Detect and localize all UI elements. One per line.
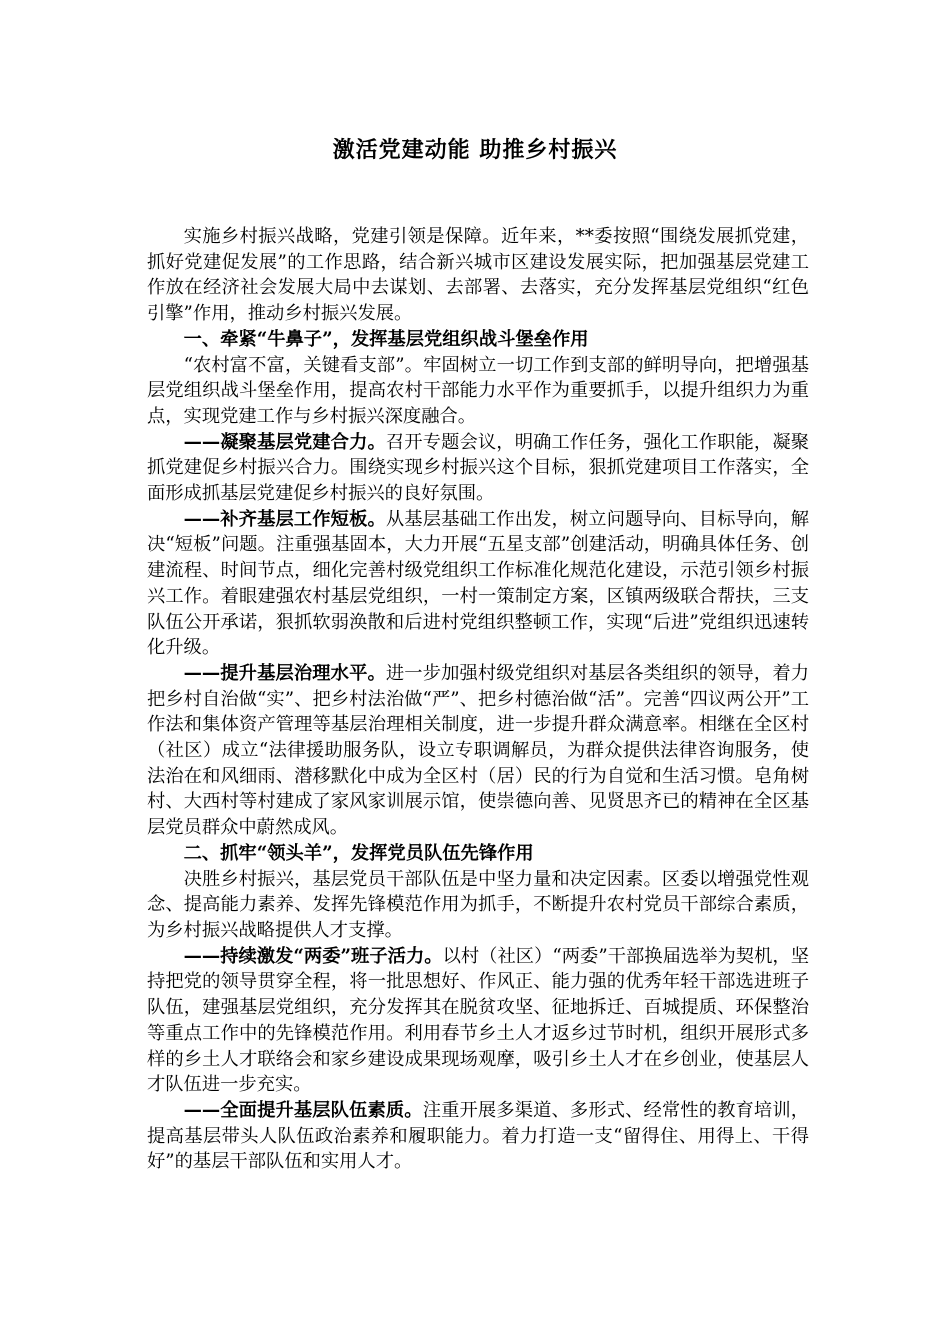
paragraph-text: 以村（社区）“两委”干部换届选举为契机，坚持把党的领导贯穿全程，将一批思想好、作风正、能力强的优秀年轻干部选进班子队伍，建强基层党组织，充分发挥其在脱贫攻坚、征地拆迁、百城提质、环保整治等重点工作中的先锋模范作用。利用春节乡土人才返乡过节时机，组织开展形式多样的乡土人才联络会和家乡建设成果现场观摩，吸引乡土人才在乡创业，使基层人才队伍进一步充实。 [147, 945, 809, 1096]
paragraph-lead: ——持续激发“两委”班子活力。 [183, 945, 443, 967]
paragraph-text: 实施乡村振兴战略，党建引领是保障。近年来，**委按照“围绕发展抓党建，抓好党建促发展”的工作思路，结合新兴城市区建设发展实际，把加强基层党建工作放在经济社会发展大局中去谋划、去部署、去落实，充分发挥基层党组织“红色引擎”作用，推动乡村振兴发展。 [147, 226, 809, 325]
section-heading-text: 一、牵紧“牛鼻子”，发挥基层党组织战斗堡垒作用 [183, 328, 589, 350]
paragraph-text: 召开专题会议，明确工作任务，强化工作职能，凝聚抓党建促乡村振兴合力。围绕实现乡村振兴这个目标，狠抓党建项目工作落实，全面形成抓基层党建促乡村振兴的良好氛围。 [147, 431, 810, 505]
paragraph [147, 661, 809, 841]
paragraph-text: 进一步加强村级党组织对基层各类组织的领导，着力把乡村自治做“实”、把乡村法治做“严”、把乡村德治做“活”。完善“四议两公开”工作法和集体资产管理等基层治理相关制度，进一步提升群众满意率。相继在全区村（社区）成立“法律援助服务队，设立专职调解员，为群众提供法律咨询服务，使法治在和风细雨、潜移默化中成为全区村（居）民的行为自觉和生活习惯。皂角树村、大西村等村建成了家风家训展示馆，使崇德向善、见贤思齐已的精神在全区基层党员群众中蔚然成风。 [147, 662, 810, 839]
paragraph [147, 430, 809, 507]
paragraph-text: 从基层基础工作出发，树立问题导向、目标导向，解决“短板”问题。注重强基固本，大力开展“五星支部”创建活动，明确具体任务、创建流程、时间节点，细化完善村级党组织工作标准化规范化建设，示范引领乡村振兴工作。着眼建强农村基层党组织，一村一策制定方案，区镇两级联合帮扶，三支队伍公开承诺，狠抓软弱涣散和后进村党组织整顿工作，实现“后进”党组织迅速转化升级。 [147, 508, 810, 659]
paragraph-lead: ——提升基层治理水平。 [183, 662, 386, 684]
paragraph [147, 353, 809, 430]
paragraph [147, 944, 809, 1098]
document-title: 激活党建动能 助推乡村振兴 [332, 138, 618, 163]
section-heading [147, 841, 809, 867]
intro-paragraph [147, 224, 809, 327]
paragraph [147, 507, 809, 661]
paragraph-lead: ——补齐基层工作短板。 [183, 508, 386, 530]
paragraph [147, 867, 809, 944]
paragraph-lead: ——凝聚基层党建合力。 [183, 431, 386, 453]
document-body [147, 224, 809, 1175]
paragraph-lead: ——全面提升基层队伍素质。 [183, 1099, 423, 1121]
paragraph-text: 决胜乡村振兴，基层党员干部队伍是中坚力量和决定因素。区委以增强党性观念、提高能力素养、发挥先锋模范作用为抓手，不断提升农村党员干部综合素质，为乡村振兴战略提供人才支撑。 [147, 868, 809, 941]
section-heading-text: 二、抓牢“领头羊”，发挥党员队伍先锋作用 [183, 842, 534, 864]
paragraph-text: 注重开展多渠道、多形式、经常性的教育培训，提高基层带头人队伍政治素养和履职能力。着力打造一支“留得住、用得上、干得好”的基层干部队伍和实用人才。 [147, 1099, 810, 1173]
paragraph [147, 1098, 809, 1175]
paragraph-text: “农村富不富，关键看支部”。牢固树立一切工作到支部的鲜明导向，把增强基层党组织战斗堡垒作用，提高农村干部能力水平作为重要抓手，以提升组织力为重点，实现党建工作与乡村振兴深度融合。 [147, 354, 809, 427]
section-heading [147, 327, 809, 353]
